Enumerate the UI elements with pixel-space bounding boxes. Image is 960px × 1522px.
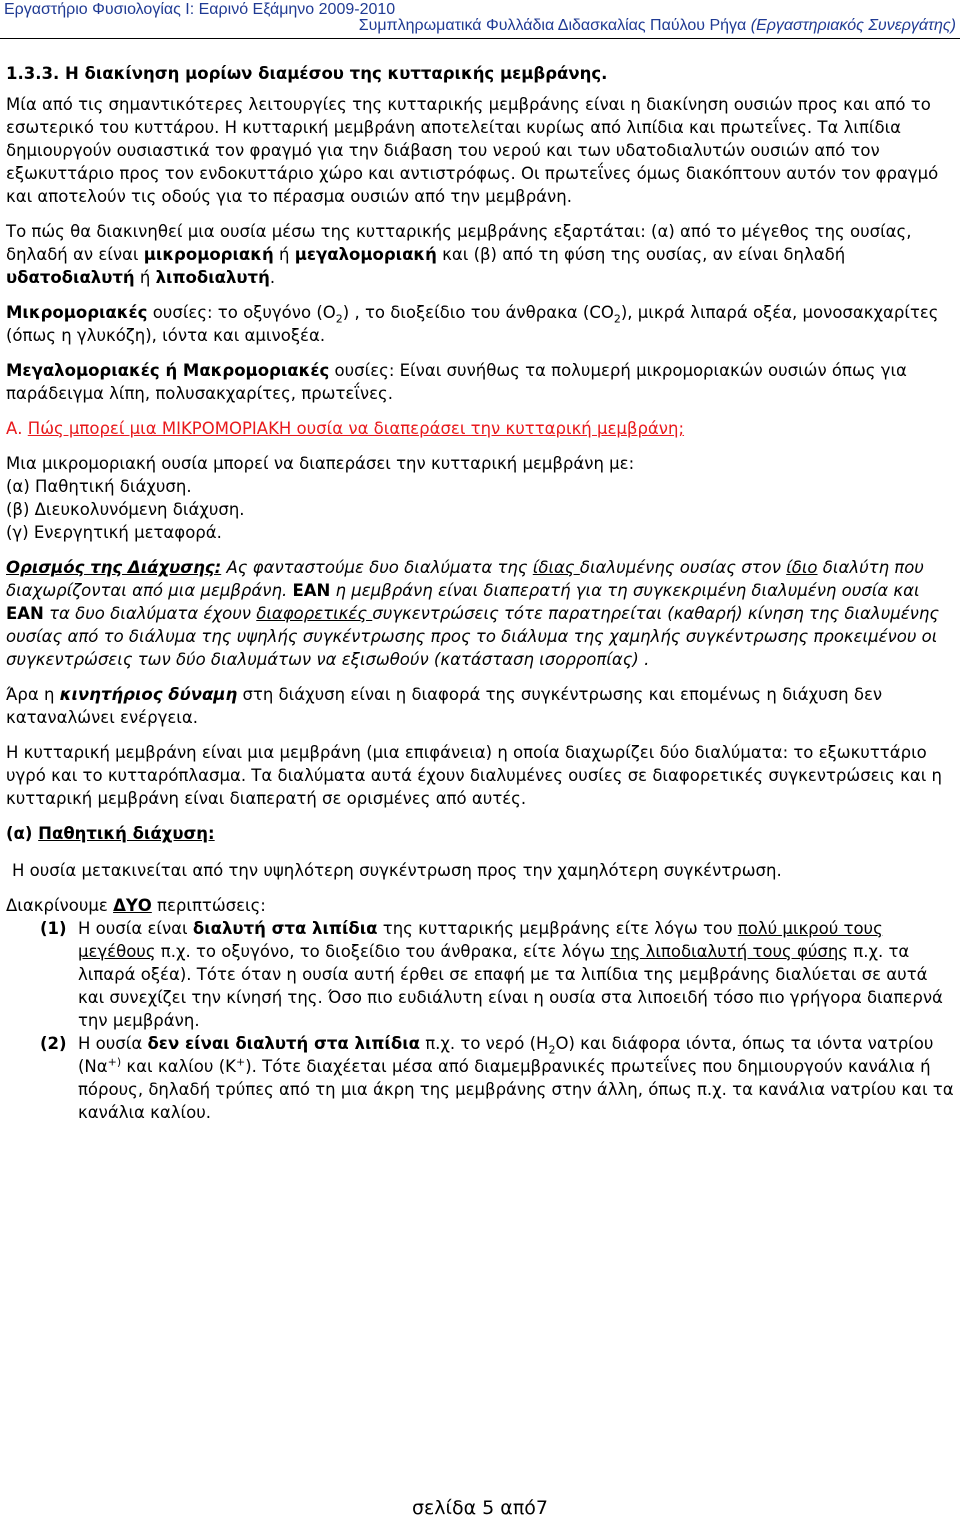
paragraph-membrane: Η κυτταρική μεμβράνη είναι μια μεμβράνη (μια επιφάνεια) η οποία διαχωρίζει δύο διαλύματα: το εξωκυττάριο υγρό και το κυτταρόπλασμα. Τα διαλύματα αυτά έχουν διαλυμένες ουσίες σε διαφορετικές συγκεντρώσεις και η κυτταρική μεμβράνη είναι διαπερατή σε ορισμένες από αυτές. [6,743,942,808]
text: στη διάχυση είναι η διαφορά της συγκέντρωσης και επομένως η διάχυση δεν καταναλώνει ενέργεια. [6,685,883,727]
text: O) και διάφορα ιόντα, όπως τα ιόντα νατρίου (Να [78,1034,934,1076]
list-item-active: (γ) Ενεργητική μεταφορά. [6,523,222,542]
header-rule [0,38,960,39]
header-right-italic: (Εργαστηριακός Συνεργάτης) [750,17,956,34]
case-number: (2) [40,1034,67,1053]
text: (α) [6,824,39,843]
term-macromolecular: μεγαλομοριακή [294,245,437,264]
text-bold: ΕΑΝ [292,581,331,600]
passive-title-text: Παθητική διάχυση: [38,824,215,843]
text-bold: διαλυτή στα λιπίδια [192,919,378,938]
header-right [359,17,956,35]
text: ή [134,268,156,287]
case-item-1 [6,917,954,1032]
term: Μικρομοριακές [6,303,148,322]
text: διαλύτη που διαχωρίζονται από μια μεμβράνη. [6,558,924,600]
text-underlined: πολύ μικρού τους μεγέθους [78,919,883,961]
case-number: (1) [40,919,67,938]
text: ή [273,245,295,264]
term-water-soluble: υδατοδιαλυτή [6,268,135,287]
term-driving-force: κινητήριος δύναμη [59,685,238,704]
header-left: Εργαστήριο Φυσιολογίας Ι: Εαρινό Εξάμηνο 2009-2010 [4,1,396,18]
text: ). Τότε διαχέεται μέσα από διαμεμβρανικές πρωτεΐνες που δημιουργούν κανάλια ή πόρους, δηλαδή τρύπες από τη μια άκρη της μεμβράνης στην άλλη, όπως π.χ. τα κανάλια νατρίου και τα κανάλια καλίου. [78,1057,954,1122]
subscript: 2 [548,1043,556,1057]
superscript: +) [107,1055,122,1069]
text-bold: ΕΑΝ [6,604,44,623]
text: ), μικρά λιπαρά οξέα, μονοσακχαρίτες (όπως η γλυκόζη), ιόντα και αμινοξέα. [6,303,939,345]
text-underlined: ίδιο [786,558,818,577]
paragraph-micromolecular [6,301,954,347]
text: Η ουσία είναι [78,919,193,938]
cases-list [6,917,954,1124]
text: περιπτώσεις: [151,896,266,915]
definition-label: Ορισμός της Διάχυσης: [6,558,222,577]
text: και καλίου (K [121,1057,236,1076]
text-bold: δεν είναι διαλυτή στα λιπίδια [147,1034,420,1053]
text-bold: ΔΥΟ [113,896,152,915]
text: π.χ. τα λιπαρά οξέα). Τότε όταν η ουσία αυτή έρθει σε επαφή με τα λιπίδια της μεμβράνης διαλύεται σε αυτά και συνεχίζει την κίνησή της. Όσο πιο ευδιάλυτη είναι η ουσία στα λιποειδή τόσο πιο γρήγορα διαπερνά την μεμβράνη. [78,942,943,1030]
text: π.χ. το οξυγόνο, το διοξείδιο του άνθρακα, είτε λόγω [155,942,611,961]
text-underlined: της λιποδιαλυτή τους φύσης [610,942,849,961]
header-right-main: Συμπληρωματικά Φυλλάδια Διδασκαλίας Παύλου Ρήγα [358,17,751,34]
text: ουσίες: Είναι συνήθως τα πολυμερή μικρομοριακών ουσιών όπως για παράδειγμα λίπη, πολυσακχαρίτες, πρωτεΐνες. [6,361,907,403]
paragraph-intro: Μία από τις σημαντικότερες λειτουργίες της κυτταρικής μεμβράνης είναι η διακίνηση ουσιών προς και από το εσωτερικό του κυττάρου. Η κυτταρική μεμβράνη αποτελείται κυρίως από λιπίδια και πρωτεΐνες. Τα λιπίδια δημιουργούν ουσιαστικά τον φραγμό για την διάβαση του νερού και των υδατοδιαλυτών ουσιών από τον εξωκυττάριο προς τον ενδοκυττάριο χώρο και αντιστρόφως. Οι πρωτεΐνες όμως διακόπτουν αυτόν τον φραγμό και αποτελούν τις οδούς για το πέρασμα ουσιών από την μεμβράνη. [6,95,939,206]
text: η μεμβράνη είναι διαπερατή για τη συγκεκριμένη διαλυμένη ουσία και [330,581,920,600]
paragraph-macromolecular [6,359,954,405]
case-item-2 [6,1032,954,1124]
heading-prefix: Α. [6,419,28,438]
term: Μεγαλομοριακές ή Μακρομοριακές [6,361,330,380]
superscript: + [235,1055,246,1069]
text: Η ουσία [78,1034,148,1053]
paragraph-definition [6,556,954,671]
list-item-facilitated: (β) Διευκολυνόμενη διάχυση. [6,500,245,519]
text-underlined: διαφορετικές [256,604,373,623]
heading-text: Πώς μπορεί μια ΜΙΚΡΟΜΟΡΙΑΚΗ ουσία να διαπεράσει την κυτταρική μεμβράνη; [27,419,685,438]
passive-diffusion-desc: Η ουσία μετακινείται από την υψηλότερη συγκέντρωση προς την χαμηλότερη συγκέντρωση. [12,861,782,880]
heading-question-a [6,417,954,440]
list-item-passive: (α) Παθητική διάχυση. [6,477,192,496]
text: Διακρίνουμε [6,896,114,915]
paragraph-driving-force [6,683,954,729]
text: ουσίες: το οξυγόνο (O [147,303,336,322]
page-footer: σελίδα 5 από7 [412,1497,548,1519]
subscript: 2 [613,312,621,326]
text: τα δυο διαλύματα έχουν [43,604,257,623]
list-intro: Μια μικρομοριακή ουσία μπορεί να διαπεράσει την κυτταρική μεμβράνη με: [6,454,635,473]
text: Το πώς θα διακινηθεί μια ουσία μέσω της κυτταρικής μεμβράνης εξαρτάται: (α) από το μέγεθος της ουσίας, δηλαδή αν είναι [6,222,912,264]
paragraph-factors [6,220,954,289]
text: . [269,268,276,287]
text: διαλυμένης ουσίας στον [579,558,787,577]
text: της κυτταρικής μεμβράνης είτε λόγω του [377,919,738,938]
text: Ας φανταστούμε δυο διαλύματα της [221,558,533,577]
term-lipid-soluble: λιποδιαλυτή [155,268,270,287]
passive-diffusion-title [6,822,954,845]
text: π.χ. το νερό (H [419,1034,549,1053]
text: Άρα η [6,685,60,704]
text: και (β) από τη φύση της ουσίας, αν είναι δηλαδή [436,245,846,264]
term-micromolecular: μικρομοριακή [143,245,274,264]
text: συγκεντρώσεις τότε παρατηρείται (καθαρή) κίνηση της διαλυμένης ουσίας από το διάλυμα της υψηλής συγκέντρωσης προς το διάλυμα της χαμηλής συγκέντρωσης προκειμένου οι συγκεντρώσεις των δύο διαλυμάτων να εξισωθούν (κατάσταση ισορροπίας) . [6,604,940,669]
text: ) , το διοξείδιο του άνθρακα (CO [342,303,614,322]
cases-intro [6,894,954,917]
subscript: 2 [335,312,343,326]
section-title: 1.3.3. Η διακίνηση μορίων διαμέσου της κυτταρικής μεμβράνης. [6,64,608,83]
text-underlined: ίδιας [532,558,580,577]
document-body [6,62,954,1124]
